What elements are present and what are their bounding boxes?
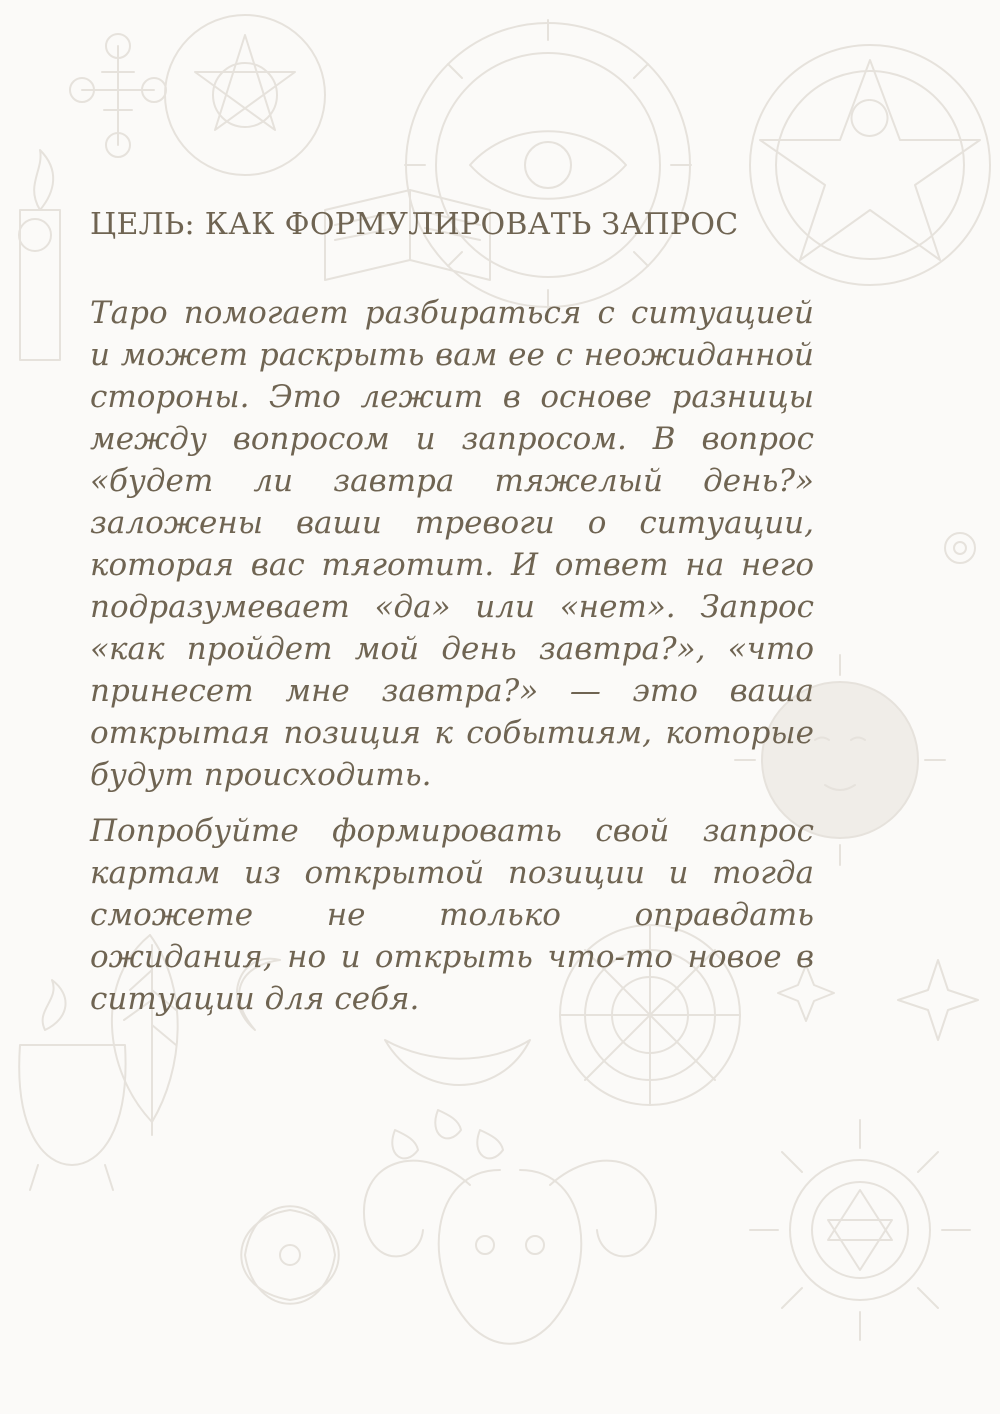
page-title: ЦЕЛЬ: КАК ФОРМУЛИРОВАТЬ ЗАПРОС <box>90 207 739 242</box>
advice-paragraph: Попробуйте формировать свой запрос картам из открытой позиции и тогда сможете не только оправдать ожидания, но и открыть что-то новое в ситуации для себя. <box>90 813 814 1017</box>
pentagram-icon <box>165 15 325 175</box>
sun-icon <box>750 1120 970 1340</box>
candle-icon <box>20 150 60 360</box>
ram-skull-icon <box>364 1161 656 1344</box>
article <box>90 206 814 1020</box>
intro-paragraph: Таро помогает разбираться с ситуацией и может раскрыть вам ее с неожиданной стороны. Это лежит в основе разницы между вопросом и запросом. В вопрос «будет ли завтра тяжелый день?» заложены ваши тревоги о ситуации, которая вас тяготит. И ответ на него подразумевает «да» или «нет». Запрос «как пройдет мой день завтра?», «что принесет мне завтра?» — это ваша открытая позиция к событиям, которые будут происходить. <box>90 295 814 793</box>
cross-icon <box>70 34 166 157</box>
knot-icon <box>241 1206 339 1304</box>
